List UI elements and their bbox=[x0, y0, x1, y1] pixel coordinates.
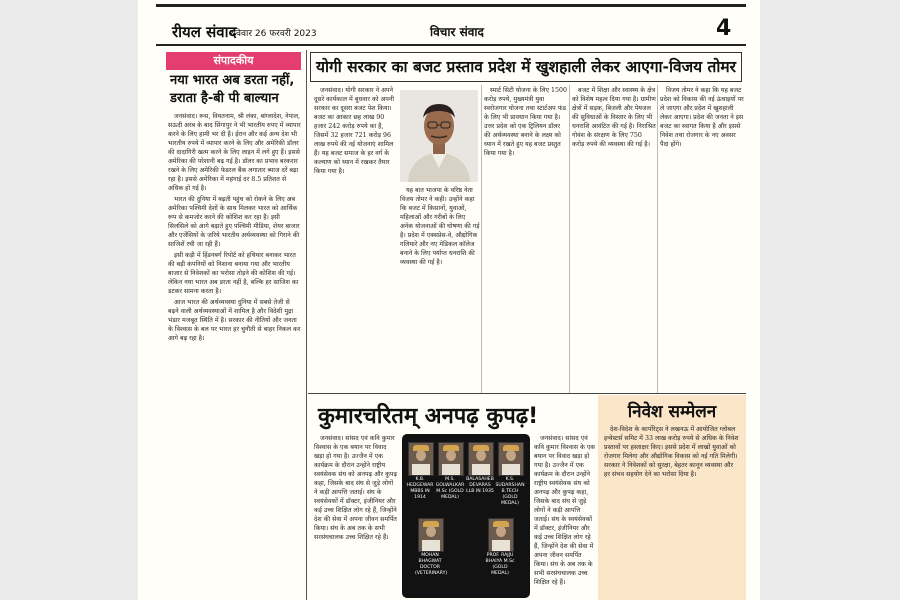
leader-caption: M.S. GOLWALKAR M.Sc (GOLD MEDAL) bbox=[435, 477, 465, 500]
column-divider bbox=[481, 85, 482, 393]
portrait-image bbox=[400, 90, 478, 182]
leader-photo bbox=[438, 442, 464, 476]
leader-caption: K.S. SUDARSHAN B.TECH (GOLD MEDAL) bbox=[495, 477, 525, 506]
leader-photo bbox=[418, 518, 444, 552]
leader-photo bbox=[498, 442, 524, 476]
lead-paragraph: यह बात भाजपा के वरिष्ठ नेता विजय तोमर ने कही। उन्होंने कहा कि बजट में किसानों, युवाओं, महिलाओं और गरीबों के लिए अनेक योजनाओं की घोषणा की गई है। प्रदेश में एक्सप्रेस-वे, औद्योगिक गलियारे और नए मेडिकल कॉलेज बनाने के लिए पर्याप्त धनराशि की व्यवस्था की गई है। bbox=[400, 187, 480, 266]
page-number: 4 bbox=[716, 16, 732, 41]
section-name: विचार संवाद bbox=[430, 25, 484, 39]
book-paragraph: जनसंवाद। सांसद एवं कवि कुमार विश्वास के एक बयान पर विवाद खड़ा हो गया है। उज्जैन में एक कार्यक्रम के दौरान उन्होंने राष्ट्रीय स्वयंसेवक संघ को अनपढ़ और कुपढ़ कहा, जिसके बाद संघ से जुड़े लोगों ने कड़ी आपत्ति जताई। संघ के स्वयंसेवकों में डॉक्टर, इंजीनियर और कई उच्च शिक्षित लोग रहे हैं, जिन्होंने देश की सेवा में अपना जीवन समर्पित किया। संघ के अब तक के सभी सरसंघचालक उच्च शिक्षित रहे हैं। bbox=[314, 435, 398, 541]
editorial-label: संपादकीय bbox=[166, 52, 301, 70]
leader-photo bbox=[488, 518, 514, 552]
editorial-paragraph: भारत की दुनिया में बढ़ती पहुंच को रोकने के लिए अब अमेरिका पश्चिमी देशों के साथ मिलकर भारत को आर्थिक रूप से कमजोर करने की कोशिश कर रहा है। इसी सिलसिले को आगे बढ़ाते हुए पश्चिमी मीडिया, शेयर बाजार और एजेंसियों के जरिये भारतीय अर्थव्यवस्था को गिराने की साजिशें रची जा रही हैं। bbox=[168, 196, 300, 248]
sangh-leaders-collage bbox=[402, 434, 530, 598]
newspaper-page bbox=[138, 0, 760, 600]
book-body-right bbox=[534, 434, 596, 600]
lead-paragraph: बजट में शिक्षा और स्वास्थ्य के क्षेत्र को विशेष महत्व दिया गया है। ग्रामीण क्षेत्रों में सड़क, बिजली और पेयजल की सुविधाओं के विस्तार के लिए भी धनराशि आवंटित की गई है। निराश्रित गोवंश के संरक्षण के लिए 750 करोड़ रुपये की व्यवस्था की गई है। bbox=[572, 87, 656, 148]
editorial-paragraph: जनसंवाद। रूस, वियतनाम, श्री लंका, बांग्लादेश, नेपाल, सऊदी अरब के बाद सिंगापुर ने भी भारतीय रुपए में व्यापार करने के लिए हामी भर दी है। ईरान और कई अन्य देश भी भारतीय रुपये में व्यापार करने के लिए और अमेरिकी डॉलर की दादागिरी खत्म करने के लिए लाइन में लगे हुए हैं। इससे अमेरिका की परेशानी बढ़ गई है। डॉलर का प्रभाव बरकरार रखने के लिए अमेरिकी फेडरल बैंक लगातार ब्याज दरें बढ़ा रहा है। इससे अमेरिका में महंगाई दर 8.5 प्रतिशत से अधिक हो गई है। bbox=[168, 113, 301, 192]
lead-column-5 bbox=[660, 86, 746, 390]
lead-column-2 bbox=[400, 186, 480, 390]
lead-headline: योगी सरकार का बजट प्रस्ताव प्रदेश में खुशहाली लेकर आएगा-विजय तोमर bbox=[310, 52, 742, 82]
top-rule bbox=[156, 4, 746, 7]
lead-bottom-rule bbox=[308, 393, 746, 394]
investment-headline: निवेश सम्मेलन bbox=[627, 402, 717, 422]
leader-caption: K.B. HEDGEWAR MBBS IN 1914 bbox=[406, 477, 434, 500]
lead-paragraph: जनसंवाद। योगी सरकार ने अपने दूसरे कार्यकाल में बुधवार को अपनी सरकार का दूसरा बजट पेश किया। बजट का आकार छह लाख 90 हजार 242 करोड़ रुपये का है, जिसमें 32 हजार 721 करोड़ 96 लाख रुपये की नई योजनाएं शामिल हैं। यह बजट समाज के हर वर्ग के कल्याण को ध्यान में रखकर तैयार किया गया है। bbox=[314, 87, 394, 175]
lead-column-1 bbox=[314, 86, 398, 390]
editorial-headline: नया भारत अब डरता नहीं, डराता है-बी पी बाल्यान bbox=[170, 73, 295, 106]
left-margin bbox=[0, 0, 138, 600]
book-body-left bbox=[314, 434, 398, 600]
investment-body bbox=[604, 425, 740, 597]
book-headline: कुमारचरितम् अनपढ़ कुपढ़! bbox=[318, 404, 539, 429]
masthead-rule bbox=[156, 44, 746, 46]
leader-photo bbox=[468, 442, 494, 476]
masthead bbox=[138, 0, 760, 42]
column-divider bbox=[569, 85, 570, 393]
issue-date: रविवार 26 फरवरी 2023 bbox=[230, 29, 317, 39]
leader-photo bbox=[408, 442, 434, 476]
column-divider bbox=[657, 85, 658, 393]
editorial-paragraph: आज भारत की अर्थव्यवस्था दुनिया में सबसे तेजी से बढ़ने वाली अर्थव्यवस्थाओं में शामिल है और विदेशी मुद्रा भंडार मजबूत स्थिति में है। सरकार की नीतियों और जनता के विश्वास के बल पर भारत हर चुनौती से बाहर निकल कर आगे बढ़ रहा है। bbox=[168, 299, 301, 342]
politician-photo bbox=[400, 90, 478, 182]
paper-name: रीयल संवाद bbox=[172, 23, 237, 41]
investment-paragraph: देश-विदेश के कार्पोरेट्स ने लखनऊ में आयोजित ग्लोबल इन्वेस्टर्स समिट में 33 लाख करोड़ रुपये से अधिक के निवेश प्रस्तावों पर हस्ताक्षर किए। इससे प्रदेश में लाखों युवाओं को रोजगार मिलेगा और औद्योगिक विकास को नई गति मिलेगी। सरकार ने निवेशकों को सुरक्षा, बेहतर कानून व्यवस्था और हर संभव सहयोग देने का भरोसा दिया है। bbox=[604, 426, 739, 478]
lead-column-4 bbox=[572, 86, 656, 390]
book-paragraph: जनसंवाद। सांसद एवं कवि कुमार विश्वास के एक बयान पर विवाद खड़ा हो गया है। उज्जैन में एक कार्यक्रम के दौरान उन्होंने राष्ट्रीय स्वयंसेवक संघ को अनपढ़ और कुपढ़ कहा, जिसके बाद संघ से जुड़े लोगों ने कड़ी आपत्ति जताई। संघ के स्वयंसेवकों में डॉक्टर, इंजीनियर और कई उच्च शिक्षित लोग रहे हैं, जिन्होंने देश की सेवा में अपना जीवन समर्पित किया। संघ के अब तक के सभी सरसंघचालक उच्च शिक्षित रहे हैं। bbox=[534, 435, 596, 586]
leader-caption: PROF. RAJJU BHAIYA M.Sc (GOLD MEDAL) bbox=[485, 553, 515, 576]
editorial-paragraph: इसी कड़ी में हिंडनबर्ग रिपोर्ट को हथियार बनाकर भारत की बड़ी कंपनियों को निशाना बनाया गया और भारतीय बाजार से निवेशकों का भरोसा तोड़ने की कोशिश की गई। लेकिन नया भारत अब डरता नहीं है, बल्कि हर साजिश का डटकर सामना करता है। bbox=[168, 252, 299, 295]
lead-paragraph: विजय तोमर ने कहा कि यह बजट प्रदेश को विकास की नई ऊंचाइयों पर ले जाएगा और प्रदेश में खुशहाली लेकर आएगा। प्रदेश की जनता ने इस बजट का स्वागत किया है और इससे निवेश तथा रोजगार के नए अवसर पैदा होंगे। bbox=[660, 87, 744, 148]
editorial-body bbox=[168, 112, 302, 600]
leader-caption: BALASAHEB DEVARAS LLB IN 1935 bbox=[466, 477, 494, 494]
leader-caption: MOHAN BHAGWAT DOCTOR (VETERINARY) bbox=[415, 553, 448, 576]
lead-column-3 bbox=[484, 86, 568, 390]
lead-paragraph: स्मार्ट सिटी योजना के लिए 1500 करोड़ रुपये, मुख्यमंत्री युवा स्वरोजगार योजना तथा स्टार्टअप फंड के लिए भी प्रावधान किया गया है। उत्तर प्रदेश को एक ट्रिलियन डॉलर की अर्थव्यवस्था बनाने के लक्ष्य को ध्यान में रखते हुए यह बजट प्रस्तुत किया गया है। bbox=[484, 87, 568, 157]
right-margin bbox=[760, 0, 900, 600]
investment-box bbox=[598, 395, 746, 600]
column-divider bbox=[306, 50, 307, 600]
